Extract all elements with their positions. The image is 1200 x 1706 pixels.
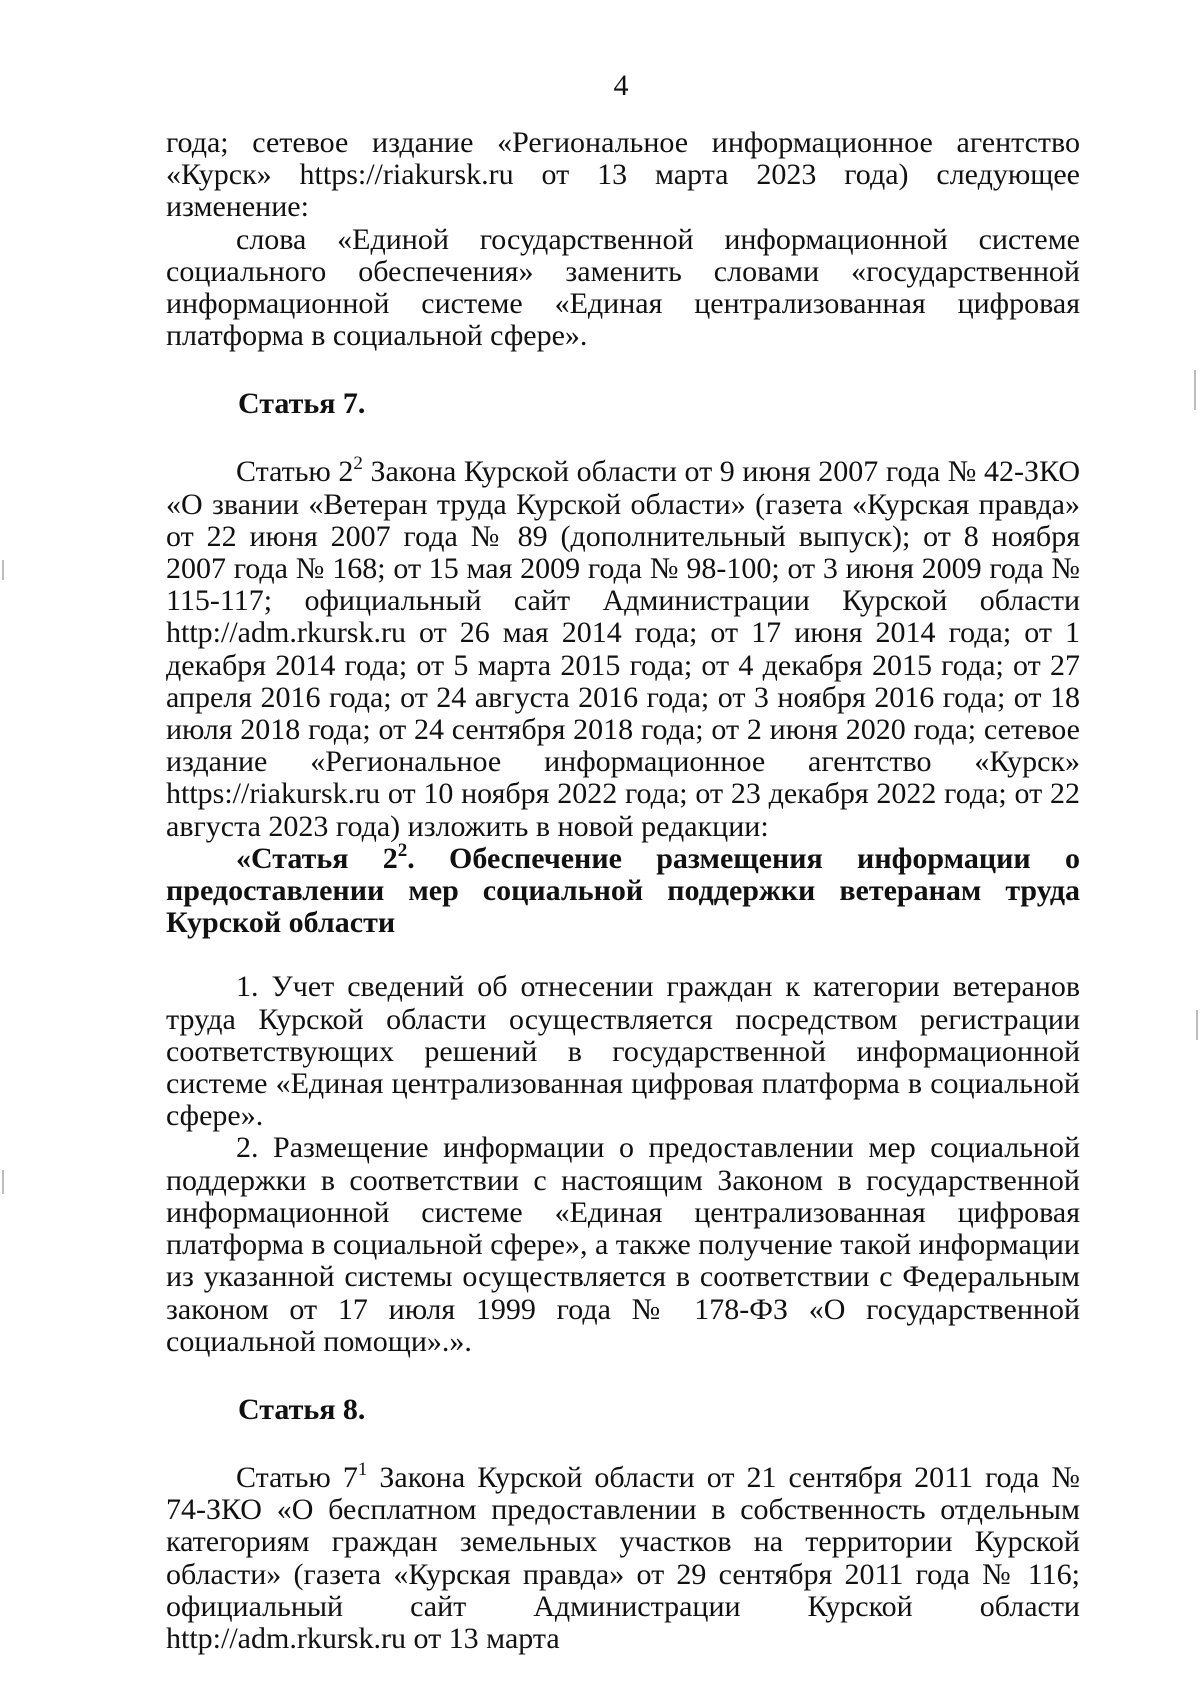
page-number: 4: [613, 69, 629, 102]
article-7-item-1: 1. Учет сведений об отнесении граждан к категории ветеранов труда Курской области осуществляется посредством регистрации соответствующих решений в государственной информационной системе «Единая централизованная цифровая платформа в социальной сфере».: [166, 970, 1080, 1133]
article-7-new-title: [166, 839, 1080, 940]
article-7-intro-text: Закона Курской области от 9 июня 2007 года № 42-ЗКО «О звании «Ветеран труда Курской области» (газета «Курская правда» от 22 июня 2007 года № 89 (дополнительный выпуск); от 8 ноября 2007 года № 168; от 15 мая 2009 года № 98-100; от 3 июня 2009 года № 115-117; официальный сайт Администрации Курской области http://adm.rkursk.ru от 26 мая 2014 года; от 17 июня 2014 года; от 1 декабря 2014 года; от 5 марта 2015 года; от 4 декабря 2015 года; от 27 апреля 2016 года; от 24 августа 2016 года; от 3 ноября 2016 года; от 18 июля 2018 года; от 24 сентября 2018 года; от 2 июня 2020 года; сетевое издание «Региональное информационное агентство «Курск» https://riakursk.ru от 10 ноября 2022 года; от 23 декабря 2022 года; от 22 августа 2023 года) изложить в новой редакции:: [166, 455, 1080, 843]
article-7-intro-lead: Статью 2: [236, 455, 354, 489]
article-8-intro-superscript: 1: [357, 1458, 368, 1480]
paragraph-continuation: года; сетевое издание «Региональное информационное агентство «Курск» https://riakursk.ru от 13 марта 2023 года) следующее изменение:: [166, 126, 1080, 224]
article-8-intro-lead: Статью 7: [236, 1460, 358, 1494]
article-7-heading: Статья 7.: [238, 387, 366, 421]
article-7-intro: [166, 453, 1080, 843]
article-7-new-title-superscript: 2: [397, 839, 408, 861]
article-8-heading: Статья 8.: [238, 1392, 366, 1426]
article-7-new-title-lead: «Статья 2: [236, 841, 398, 875]
article-7-intro-superscript: 2: [353, 453, 363, 475]
paragraph-amendment: слова «Единой государственной информационной системе социального обеспечения» заменить словами «государственной информационной системе «Единая централизованная цифровая платформа в социальной сфере».: [166, 222, 1080, 353]
scan-edge-mark: [2, 560, 4, 580]
article-8-intro: [166, 1458, 1080, 1655]
article-7-new-title-text: . Обеспечение размещения информации о предоставлении мер социальной поддержки ветеранам труда Курской области: [166, 841, 1080, 940]
scan-edge-mark: [1196, 1010, 1198, 1040]
scan-edge-mark: [1194, 370, 1196, 410]
document-body: [166, 127, 1080, 1655]
scan-edge-mark: [2, 1170, 4, 1194]
article-7-item-2: 2. Размещение информации о предоставлении мер социальной поддержки в соответствии с настоящим Законом в государственной информационной системе «Единая централизованная цифровая платформа в социальной сфере», а также получение такой информации из указанной системы осуществляется в соответствии с Федеральным законом от 17 июля 1999 года № 178-ФЗ «О государственной социальной помощи».».: [166, 1131, 1080, 1358]
article-8-intro-text: Закона Курской области от 21 сентября 2011 года № 74-ЗКО «О бесплатном предоставлении в собственность отдельным категориям граждан земельных участков на территории Курской области» (газета «Курская правда» от 29 сентября 2011 года № 116; официальный сайт Администрации Курской области http://adm.rkursk.ru от 13 марта: [166, 1460, 1080, 1655]
